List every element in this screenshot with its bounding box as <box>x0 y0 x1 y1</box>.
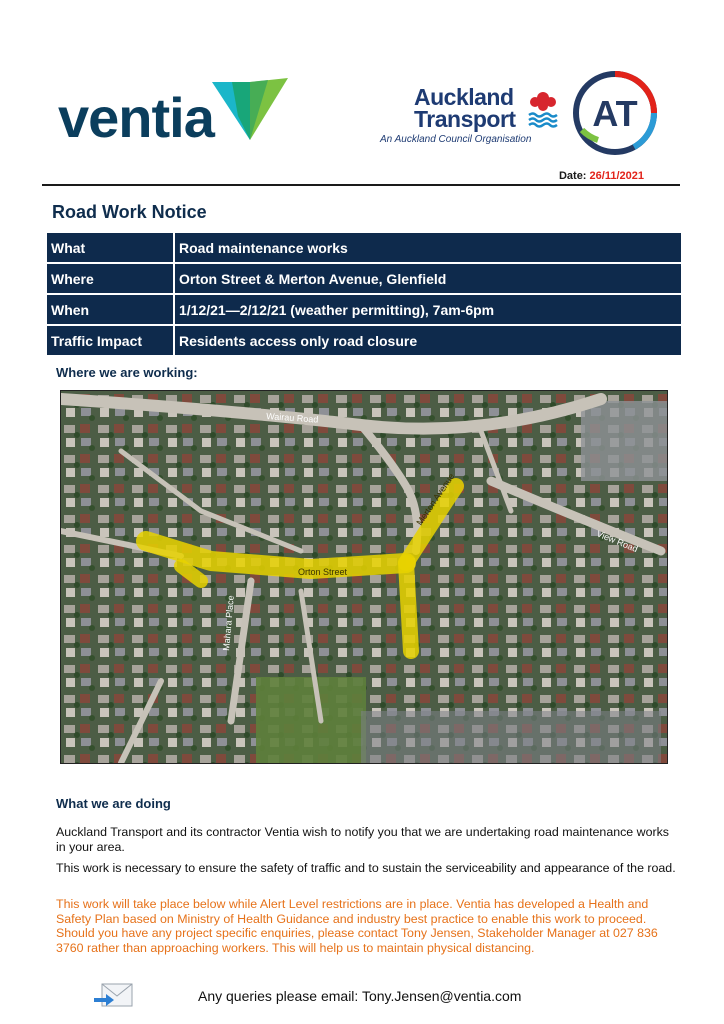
ventia-v-mark-icon <box>210 76 290 144</box>
pohutukawa-flower-icon <box>526 88 560 128</box>
row-label: Where <box>47 264 175 293</box>
page-title: Road Work Notice <box>52 202 207 222</box>
date-label: Date: <box>558 170 587 182</box>
table-row-what <box>47 233 681 262</box>
road-label-wairau: Wairau Road <box>265 411 319 425</box>
header-divider <box>42 184 680 186</box>
at-roundel-text: AT <box>592 93 638 134</box>
row-value: Road maintenance works <box>175 233 681 262</box>
row-label: Traffic Impact <box>47 326 175 355</box>
table-row-when <box>47 295 681 324</box>
notice-date <box>559 170 644 182</box>
doing-heading: What we are doing <box>56 796 171 811</box>
road-label-mahara: Mahara Place <box>221 594 236 652</box>
covid-notice-paragraph: This work will take place below while Alert Level restrictions are in place. Ventia has developed a Health and Safety Plan based on Ministry of Health Guidance and industry best practice to enable this work to proceed. Should you have any project specific enquiries, please contact Tony Jensen, Stakeholder Manager at 027 836 3760 rather than approaching workers. This will help us to maintain physical distancing. <box>56 897 658 955</box>
at-wordmark-line1: Auckland <box>414 84 514 110</box>
notice-paragraph-1: Auckland Transport and its contractor Ventia wish to notify you that we are undertaking road maintenance works in your area. <box>56 825 669 854</box>
at-roundel-logo <box>572 70 658 156</box>
road-label-merton: Merton Avenue <box>414 471 457 528</box>
where-heading: Where we are working: <box>56 365 198 380</box>
row-value: 1/12/21—2/12/21 (weather permitting), 7am-6pm <box>175 295 681 324</box>
road-label-view: View Road <box>595 528 640 555</box>
email-envelope-icon <box>92 980 134 1010</box>
ventia-logo <box>58 72 298 152</box>
date-value: 26/11/2021 <box>589 170 644 182</box>
row-value: Residents access only road closure <box>175 326 681 355</box>
row-value: Orton Street & Merton Avenue, Glenfield <box>175 264 681 293</box>
at-subtitle: An Auckland Council Organisation <box>380 134 532 145</box>
aerial-work-area-map <box>60 390 668 764</box>
contact-email-line: Any queries please email: Tony.Jensen@ventia.com <box>198 988 522 1004</box>
notice-paragraph-2: This work is necessary to ensure the safety of traffic and to sustain the serviceability and appearance of the road. <box>56 861 676 875</box>
auckland-transport-logo <box>380 84 560 148</box>
at-wordmark-line2: Transport <box>414 106 516 132</box>
row-label: When <box>47 295 175 324</box>
table-row-where <box>47 264 681 293</box>
ventia-wordmark: ventia <box>58 86 214 149</box>
table-row-traffic-impact <box>47 326 681 355</box>
road-label-orton: Orton Street <box>298 567 348 577</box>
notice-details-table <box>47 231 681 357</box>
row-label: What <box>47 233 175 262</box>
